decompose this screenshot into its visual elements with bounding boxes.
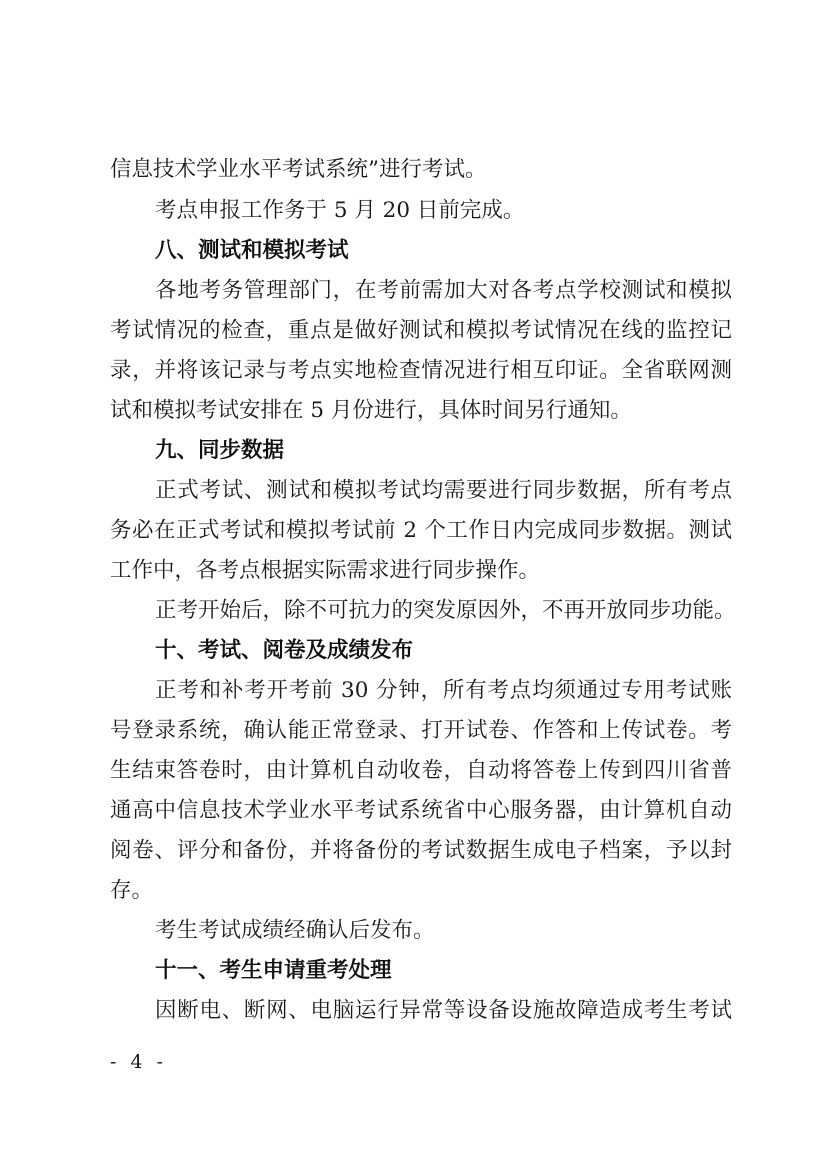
- paragraph-line: 号登录系统，确认能正常登录、打开试卷、作答和上传试卷。考: [110, 718, 732, 743]
- paragraph-line: 考点申报工作务于 5 月 20 日前完成。: [155, 198, 525, 223]
- paragraph-line: 正式考试、测试和模拟考试均需要进行同步数据，所有考点: [155, 478, 732, 503]
- section-heading-9: 九、同步数据: [155, 438, 285, 463]
- section-heading-8: 八、测试和模拟考试: [155, 238, 349, 263]
- paragraph-line: 务必在正式考试和模拟考试前 2 个工作日内完成同步数据。测试: [110, 518, 732, 543]
- paragraph-line: 通高中信息技术学业水平考试系统省中心服务器，由计算机自动: [110, 798, 732, 823]
- paragraph-line: 工作中，各考点根据实际需求进行同步操作。: [110, 558, 541, 583]
- paragraph-line: 考生考试成绩经确认后发布。: [155, 918, 435, 943]
- paragraph-line: 正考开始后，除不可抗力的突发原因外，不再开放同步功能。: [155, 598, 736, 623]
- page-number: - 4 -: [110, 1051, 168, 1073]
- section-heading-11: 十一、考生申请重考处理: [155, 958, 392, 983]
- paragraph-line: 阅卷、评分和备份，并将备份的考试数据生成电子档案，予以封: [110, 838, 732, 863]
- paragraph-line: 生结束答卷时，由计算机自动收卷，自动将答卷上传到四川省普: [110, 758, 732, 783]
- section-heading-10: 十、考试、阅卷及成绩发布: [155, 638, 414, 663]
- paragraph-line: 存。: [110, 878, 154, 903]
- paragraph-line: 信息技术学业水平考试系统”进行考试。: [110, 157, 487, 182]
- paragraph-line: 录，并将该记录与考点实地检查情况进行相互印证。全省联网测: [110, 358, 732, 383]
- paragraph-line: 正考和补考开考前 30 分钟，所有考点均须通过专用考试账: [155, 678, 732, 703]
- paragraph-line: 因断电、断网、电脑运行异常等设备设施故障造成考生考试: [155, 998, 732, 1023]
- paragraph-line: 试和模拟考试安排在 5 月份进行，具体时间另行通知。: [110, 398, 632, 423]
- paragraph-line: 考试情况的检查，重点是做好测试和模拟考试情况在线的监控记: [110, 318, 732, 343]
- paragraph-line: 各地考务管理部门，在考前需加大对各考点学校测试和模拟: [155, 278, 732, 303]
